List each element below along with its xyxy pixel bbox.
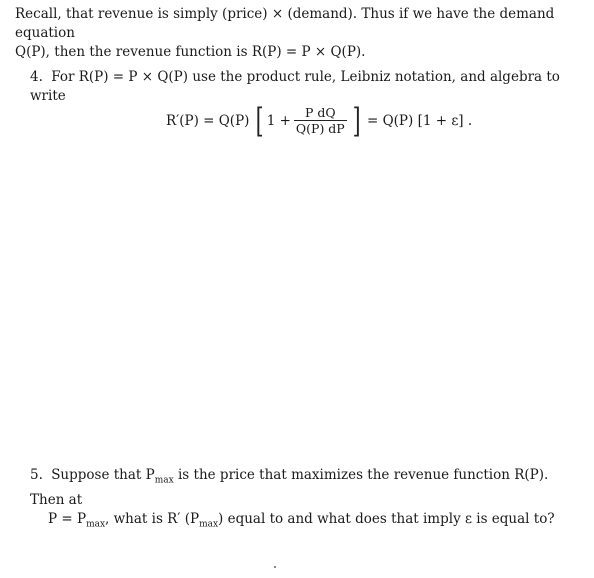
equation-left-bracket: [ — [256, 101, 265, 141]
equation-lhs: R′(P) = Q(P) — [166, 113, 250, 129]
equation-rhs: = Q(P) [1 + ε] . — [366, 113, 473, 129]
q5-text-e: ) equal to and what does that imply ε is equal to? — [218, 510, 555, 527]
fraction-numerator: P dQ — [304, 105, 336, 120]
intro-line-1: Recall, that revenue is simply (price) × (demand). Thus if we have the demand equation — [15, 6, 555, 41]
question-4-number: 4. — [30, 69, 43, 85]
equation-right-bracket: ] — [352, 101, 361, 141]
fraction-denominator: Q(P) dP — [295, 121, 345, 136]
derivative-equation — [166, 100, 472, 142]
question-5-number: 5. — [30, 467, 43, 483]
q5-text-a: Suppose that P — [51, 467, 155, 483]
equation-one-plus: 1 + — [266, 113, 291, 129]
q5-sub-max-1: max — [154, 475, 174, 486]
intro-paragraph — [15, 5, 580, 62]
q5-text-c: P = P — [48, 510, 87, 527]
q5-sub-max-3: max — [199, 519, 219, 530]
equation-fraction — [294, 106, 347, 136]
question-4-text: For R(P) = P × Q(P) use the product rule, Leibniz notation, and algebra to write — [30, 69, 560, 104]
q5-text-b: is the price that maximizes the revenue function R(P). Then at — [30, 467, 549, 508]
stray-dot — [274, 566, 276, 568]
question-5-line-2 — [30, 510, 580, 535]
question-5-line-1 — [30, 467, 548, 508]
q5-sub-max-2: max — [86, 519, 106, 530]
q5-text-d: , what is R′ (P — [105, 510, 200, 527]
question-5 — [30, 466, 580, 534]
intro-line-2: Q(P), then the revenue function is R(P) = P × Q(P). — [15, 44, 366, 60]
